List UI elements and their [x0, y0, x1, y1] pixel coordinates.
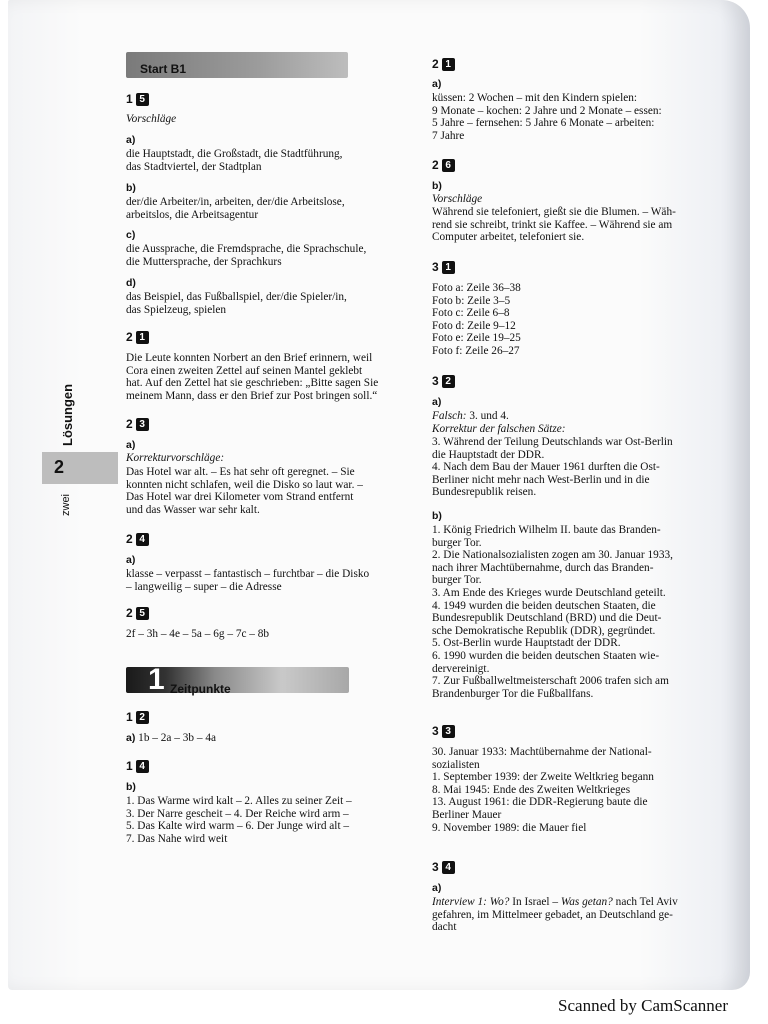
answer-text: a) 1b – 2a – 3b – 4a: [126, 732, 216, 744]
answer-text: 1. Das Warme wird kalt – 2. Alles zu seiner Zeit – 3. Der Narre gescheit – 4. Der Reiche wird arm – 5. Das Kalte wird warm – 6. Der Junge wird alt – 7. Das Nahe wird weit: [126, 795, 352, 845]
answer-text: Falsch: 3. und 4.: [432, 410, 509, 422]
answer-text: 30. Januar 1933: Machtübernahme der National- sozialisten 1. September 1939: der Zweite Weltkrieg begann 8. Mai 1945: Ende des Zweiten Weltkrieges 13. August 1961: die DDR-Regierung baute die Berliner Mauer 9. November 1989: die Mauer fiel: [432, 746, 654, 834]
corrections-heading: Korrekturvorschläge:: [126, 452, 225, 464]
scanner-footer: [0, 994, 768, 1024]
answer-text: das Beispiel, das Fußballspiel, der/die Spieler/in, das Spielzeug, spielen: [126, 291, 347, 316]
part-label: a): [432, 396, 442, 408]
answer-text: die Hauptstadt, die Großstadt, die Stadtführung, das Stadtviertel, der Stadtplan: [126, 148, 343, 173]
chapter-banner-title: Zeitpunkte: [170, 682, 231, 696]
answer-text: der/die Arbeiter/in, arbeiten, der/die Arbeitslose, arbeitslos, die Arbeitsagentur: [126, 196, 345, 221]
exercise-heading: 3 4: [432, 861, 455, 874]
exercise-heading: 2 1: [126, 331, 149, 344]
part-label: d): [126, 277, 136, 289]
start-b1-title: Start B1: [140, 62, 187, 76]
document-page: [8, 0, 750, 990]
exercise-heading: 3 3: [432, 725, 455, 738]
suggestions-heading: Vorschläge: [432, 193, 483, 205]
chapter-word: zwei: [60, 493, 72, 516]
answer-text: Das Hotel war alt. – Es hat sehr oft geregnet. – Sie konnten nicht schlafen, weil die Disko so laut war. – Das Hotel war drei Kilometer vom Strand entfernt und das Wasser war sehr kalt.: [126, 466, 363, 516]
exercise-heading: 2 5: [126, 607, 149, 620]
exercise-heading: 2 3: [126, 418, 149, 431]
part-label: c): [126, 229, 136, 241]
chapter-banner-number: 1: [148, 663, 165, 696]
scanner-watermark: Scanned by CamScanner: [558, 996, 728, 1015]
part-label: a): [432, 78, 442, 90]
answer-text: 1. König Friedrich Wilhelm II. baute das Branden- burger Tor. 2. Die Nationalsozialisten zogen am 30. Januar 1933, nach ihrer Machtübernahme, durch das Branden- burger Tor. 3. Am Ende des Krieges wurde Deutschland geteilt. 4. 1949 wurden die beiden deutschen Staaten, die Bundesrepublik Deutschland (BRD) und die Deut- sche Demokratische Republik (DDR), gegründet. 5. Ost-Berlin wurde Hauptstadt der DDR. 6. 1990 wurden die beiden deutschen Staaten wie- dervereinigt. 7. Zur Fußballweltmeisterschaft 2006 trafen sich am Brandenburger Tor die Fußballfans.: [432, 524, 673, 700]
suggestions-heading: Vorschläge: [126, 113, 177, 125]
exercise-heading: 1 5: [126, 93, 149, 106]
corrections-heading: Korrektur der falschen Sätze:: [432, 423, 566, 435]
part-label: a): [126, 554, 136, 566]
answer-text: die Aussprache, die Fremdsprache, die Sprachschule, die Muttersprache, der Sprachkurs: [126, 243, 367, 268]
part-label: b): [126, 182, 136, 194]
part-label: a): [126, 134, 136, 146]
exercise-heading: 2 6: [432, 159, 455, 172]
exercise-heading: 1 2: [126, 711, 149, 724]
exercise-heading: 1 4: [126, 760, 149, 773]
part-label: b): [432, 510, 442, 522]
answer-text: klasse – verpasst – fantastisch – furchtbar – die Disko – langweilig – super – die Adresse: [126, 568, 370, 593]
answer-text: Foto a: Zeile 36–38 Foto b: Zeile 3–5 Foto c: Zeile 6–8 Foto d: Zeile 9–12 Foto e: Zeile 19–25 Foto f: Zeile 26–27: [432, 282, 521, 357]
section-label: Lösungen: [60, 383, 75, 446]
exercise-heading: 3 2: [432, 375, 455, 388]
exercise-heading: 2 4: [126, 533, 149, 546]
chapter-number: 2: [54, 457, 65, 477]
exercise-heading: 3 1: [432, 261, 455, 274]
answer-text: Interview 1: Wo? In Israel – Was getan? nach Tel Aviv gefahren, im Mittelmeer gebadet, an Deutschland ge- dacht: [432, 896, 678, 934]
answer-text: Während sie telefoniert, gießt sie die Blumen. – Wäh- rend sie schreibt, trinkt sie Kaffee. – Während sie am Computer arbeitet, telefoniert sie.: [432, 206, 676, 244]
answer-text: küssen: 2 Wochen – mit den Kindern spielen: 9 Monate – kochen: 2 Jahre und 2 Monate – essen: 5 Jahre – fernsehen: 5 Jahre 6 Monate – arbeiten: 7 Jahre: [432, 92, 662, 142]
part-label: b): [126, 781, 136, 793]
answer-text: Die Leute konnten Norbert an den Brief erinnern, weil Cora einen zweiten Zettel auf seinen Mantel geklebt hat. Auf den Zettel hat sie geschrieben: „Bitte sagen Sie meinem Mann, dass er den Brief zur Post bringen soll.“: [126, 352, 379, 402]
part-label: a): [432, 882, 442, 894]
answer-text: 3. Während der Teilung Deutschlands war Ost-Berlin die Hauptstadt der DDR. 4. Nach dem Bau der Mauer 1961 durften die Ost- Berliner nicht mehr nach West-Berlin und in die Bundesrepublik reisen.: [432, 436, 673, 499]
part-label: a): [126, 439, 136, 451]
answer-text: 2f – 3h – 4e – 5a – 6g – 7c – 8b: [126, 628, 270, 640]
exercise-heading: 2 1: [432, 58, 455, 71]
part-label: b): [432, 180, 442, 192]
